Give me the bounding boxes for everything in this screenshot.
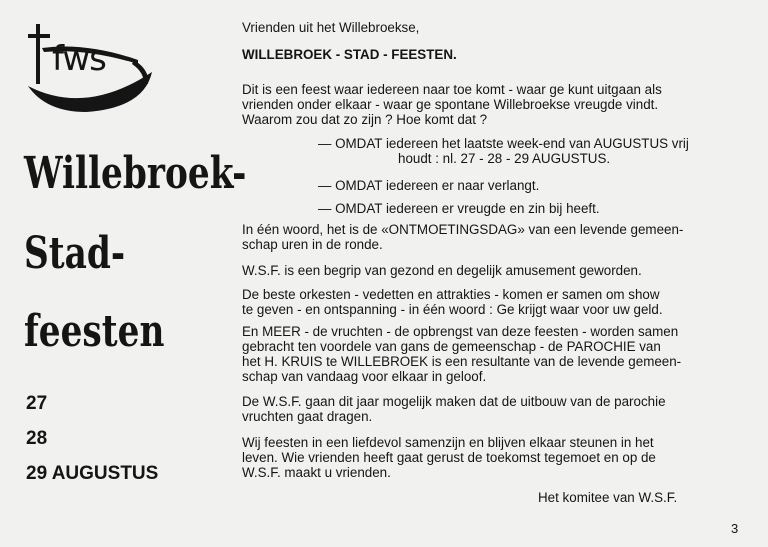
title-line-2: Stad-	[24, 228, 126, 279]
paragraph-2-line-2: schap uren in de ronde.	[242, 237, 383, 252]
paragraph-1-line-2: vrienden onder elkaar - waar ge spontane Willebroekse vreugde vindt.	[242, 97, 659, 112]
paragraph-5-line-3: het H. KRUIS te WILLEBROEK is een resultante van de levende gemeen-	[242, 354, 682, 369]
title-line-1: Willebroek-	[24, 148, 247, 199]
date-29-augustus: 29 AUGUSTUS	[26, 463, 159, 484]
paragraph-4-line-2: te geven - en ontspanning - in één woord : Ge krijgt waar voor uw geld.	[242, 302, 663, 317]
omdat-1-line-2: houdt : nl. 27 - 28 - 29 AUGUSTUS.	[398, 151, 611, 166]
paragraph-1-line-3: Waarom zou dat zo zijn ? Hoe komt dat ?	[242, 112, 488, 127]
title-line-3: feesten	[24, 306, 165, 357]
paragraph-1-line-1: Dit is een feest waar iedereen naar toe komt - waar ge kunt uitgaan als	[242, 82, 662, 97]
signature: Het komitee van W.S.F.	[538, 490, 678, 505]
letter-heading: WILLEBROEK - STAD - FEESTEN.	[242, 47, 457, 62]
omdat-2: — OMDAT iedereen er naar verlangt.	[318, 178, 540, 193]
paragraph-5-line-1: En MEER - de vruchten - de opbrengst van deze feesten - worden samen	[242, 324, 679, 339]
paragraph-5-line-2: gebracht ten voordele van gans de gemeenschap - de PAROCHIE van	[242, 339, 661, 354]
paragraph-2-line-1: In één woord, het is de «ONTMOETINGSDAG» van een levende gemeen-	[242, 222, 684, 237]
paragraph-7-line-3: W.S.F. maakt u vrienden.	[242, 465, 391, 480]
paragraph-4-line-1: De beste orkesten - vedetten en attrakties - komen er samen om show	[242, 287, 660, 302]
paragraph-6-line-1: De W.S.F. gaan dit jaar mogelijk maken dat de uitbouw van de parochie	[242, 394, 666, 409]
logo-text: fws	[52, 39, 106, 79]
date-27: 27	[26, 393, 48, 414]
greeting: Vrienden uit het Willebroekse,	[242, 20, 420, 35]
paragraph-3: W.S.F. is een begrip van gezond en degelijk amusement geworden.	[242, 263, 642, 278]
omdat-1-line-1: — OMDAT iedereen het laatste week-end van AUGUSTUS vrij	[318, 136, 689, 151]
paragraph-5-line-4: schap van vandaag voor elkaar in geloof.	[242, 369, 487, 384]
paragraph-6-line-2: vruchten gaat dragen.	[242, 409, 373, 424]
omdat-3: — OMDAT iedereen er vreugde en zin bij heeft.	[318, 201, 600, 216]
paragraph-7-line-2: leven. Wie vrienden heeft gaat gerust de toekomst tegemoet en op de	[242, 450, 656, 465]
page-number: 3	[731, 521, 739, 536]
paragraph-7-line-1: Wij feesten in een liefdevol samenzijn en blijven elkaar steunen in het	[242, 435, 654, 450]
date-28: 28	[26, 428, 48, 449]
